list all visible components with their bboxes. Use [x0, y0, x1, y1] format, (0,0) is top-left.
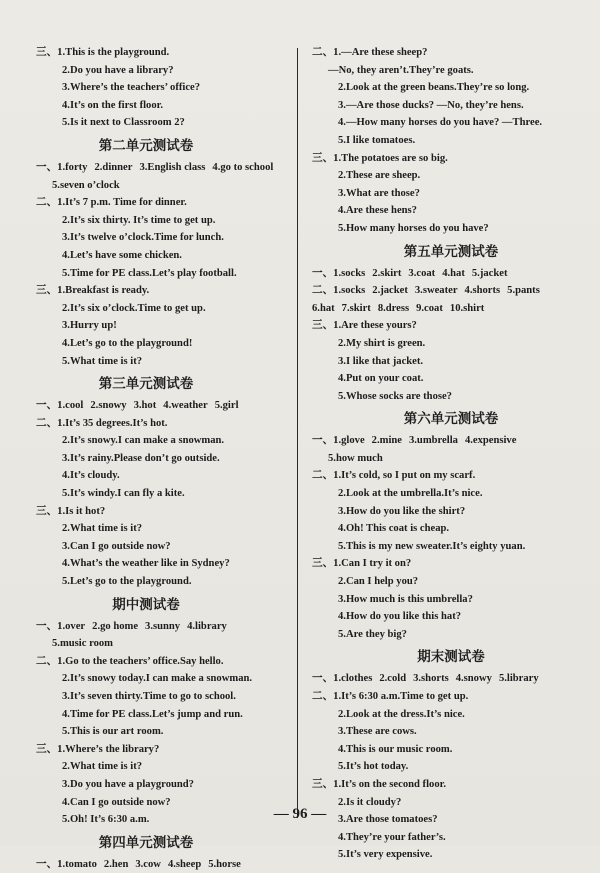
answer-line: 5.How many horses do you have? [338, 222, 489, 234]
answer-item: 一、1.glove [312, 435, 365, 447]
answer-item: 一、1.socks [312, 267, 366, 279]
answer-line: —No, they aren’t.They’re goats. [328, 64, 474, 76]
answer-row [312, 670, 570, 688]
answer-item: 6.hat [312, 302, 335, 314]
answer-item: 一、1.cool [36, 400, 84, 412]
answer-line: 4.How do you like this hat? [338, 611, 462, 623]
midterm-heading: 期中测试卷 [112, 596, 180, 613]
final-exam-heading: 期末测试卷 [417, 649, 485, 666]
answer-line: 5.seven o’clock [52, 179, 120, 191]
answer-line: 2.It’s six o’clock.Time to get up. [62, 302, 206, 314]
left-column [36, 44, 286, 873]
column-divider [297, 48, 298, 818]
answer-item: 4.expensive [464, 435, 517, 447]
answer-line: 4.Oh! This coat is cheap. [338, 523, 450, 535]
answer-line: 三、1.Is it hot? [36, 505, 106, 517]
answer-line: 2.Can I help you? [338, 576, 419, 588]
answer-line: 3.These are cows. [338, 726, 417, 738]
answer-item: 4.hat [442, 267, 465, 279]
answer-item: 4.snowy [455, 673, 492, 685]
answer-line: 三、1.Breakfast is ready. [36, 285, 150, 297]
answer-row [36, 397, 286, 415]
answer-line: 2.Look at the green beans.They’re so long. [338, 82, 530, 94]
answer-line: 5.This is our art room. [62, 726, 164, 738]
answer-line: 5.how much [328, 452, 383, 464]
answer-line: 5.Is it next to Classroom 2? [62, 117, 185, 129]
answer-line: 三、1.It’s on the second floor. [312, 778, 446, 790]
answer-line: 5.It’s hot today. [338, 761, 409, 773]
answer-item: 5.jacket [471, 267, 508, 279]
answer-item: 一、1.forty [36, 161, 88, 173]
answer-line: 5.Let’s go to the playground. [62, 576, 192, 588]
answer-line: 4.Are these hens? [338, 205, 417, 217]
answer-line: 二、1.It’s 6:30 a.m.Time to get up. [312, 691, 469, 702]
answer-item: 5.horse [208, 858, 241, 870]
answer-item: 2.snowy [90, 400, 127, 412]
answer-line: 3.—Are those ducks? —No, they’re hens. [338, 99, 524, 111]
answer-item: 8.dress [377, 302, 410, 314]
answer-line: 3.It’s twelve o’clock.Time for lunch. [62, 232, 224, 244]
page-number: — 96 — [273, 806, 327, 822]
answer-line: 三、1.Are these yours? [312, 320, 417, 332]
answer-row [312, 282, 570, 300]
answer-line: 二、1.It’s 35 degrees.It’s hot. [36, 417, 168, 429]
answer-line: 3.It’s rainy.Please don’t go outside. [62, 452, 220, 464]
answer-line: 2.It’s snowy.I can make a snowman. [62, 435, 225, 447]
answer-item: 2.dinner [94, 161, 133, 173]
answer-line: 3.Do you have a playground? [62, 778, 194, 790]
answer-item: 3.umbrella [408, 435, 458, 447]
right-column [312, 44, 570, 864]
answer-row [36, 159, 286, 177]
answer-item: 2.skirt [372, 267, 402, 279]
answer-line: 二、1.Go to the teachers’ office.Say hello. [36, 655, 224, 667]
answer-item: 4.library [187, 620, 227, 632]
answer-line: 三、1.Can I try it on? [312, 558, 412, 570]
answer-line: 2.My shirt is green. [338, 337, 426, 349]
answer-item: 一、1.tomato [36, 858, 97, 870]
answer-line: 三、1.The potatoes are so big. [312, 152, 448, 164]
answer-line: 5.It’s windy.I can fly a kite. [62, 488, 185, 500]
answer-item: 5.girl [214, 400, 239, 412]
answer-row [312, 300, 570, 318]
answer-line: 5.Are they big? [338, 628, 407, 640]
answer-line: 2.Look at the dress.It’s nice. [338, 708, 465, 720]
answer-line: 3.I like that jacket. [338, 355, 424, 367]
answer-line: 3.How much is this umbrella? [338, 593, 473, 605]
answer-line: 3.Are those tomatoes? [338, 814, 438, 826]
answer-line: 4.They’re your father’s. [338, 831, 446, 843]
answer-item: 7.skirt [341, 302, 371, 314]
answer-item: 4.weather [163, 400, 208, 412]
answer-item: 5.pants [507, 285, 540, 297]
answer-line: 二、1.It’s 7 p.m. Time for dinner. [36, 197, 187, 209]
answer-line: 4.Let’s have some chicken. [62, 249, 182, 261]
unit6-heading: 第六单元测试卷 [403, 411, 499, 428]
answer-line: 3.Hurry up! [62, 320, 117, 332]
answer-line: 5.What time is it? [62, 355, 143, 367]
answer-line: 二、1.—Are these sheep? [312, 47, 428, 58]
answer-item: 10.shirt [449, 302, 485, 314]
answer-line: 2.What time is it? [62, 761, 143, 773]
answer-item: 5.library [498, 673, 539, 685]
answer-line: 5.It’s very expensive. [338, 849, 433, 861]
answer-line: 3.How do you like the shirt? [338, 505, 466, 517]
unit5-heading: 第五单元测试卷 [403, 243, 499, 260]
answer-item: 2.mine [371, 435, 402, 447]
answer-row [36, 618, 286, 636]
answer-line: 三、1.This is the playground. [36, 47, 170, 58]
answer-line: 3.It’s seven thirty.Time to go to school. [62, 691, 236, 702]
answer-item: 2.jacket [372, 285, 408, 297]
answer-line: 2.Is it cloudy? [338, 796, 402, 808]
answer-item: 2.hen [103, 858, 129, 870]
answer-line: 5.music room [52, 638, 114, 650]
answer-item: 9.coat [416, 302, 443, 314]
answer-line: 2.What time is it? [62, 523, 143, 535]
answer-line: 4.—How many horses do you have? —Three. [338, 117, 543, 129]
answer-line: 4.It’s cloudy. [62, 470, 120, 482]
answer-item: 一、1.over [36, 620, 86, 632]
answer-item: 一、1.clothes [312, 673, 373, 685]
answer-line: 三、1.Where’s the library? [36, 743, 160, 755]
answer-line: 4.What’s the weather like in Sydney? [62, 558, 230, 570]
answer-line: 3.What are those? [338, 187, 420, 199]
answer-line: 3.Where’s the teachers’ office? [62, 82, 201, 94]
unit4-heading: 第四单元测试卷 [98, 834, 194, 851]
answer-line: 5.Time for PE class.Let’s play football. [62, 267, 237, 279]
answer-item: 2.go home [92, 620, 139, 632]
answer-item: 3.hot [133, 400, 157, 412]
answer-item: 4.sheep [167, 858, 202, 870]
answer-line: 4.Time for PE class.Let’s jump and run. [62, 708, 243, 720]
answer-line: 4.Can I go outside now? [62, 796, 171, 808]
answer-line: 2.Do you have a library? [62, 64, 174, 76]
answer-item: 3.sweater [414, 285, 458, 297]
answer-item: 3.shorts [413, 673, 449, 685]
answer-item: 二、1.socks [312, 285, 366, 297]
answer-line: 5.Oh! It’s 6:30 a.m. [62, 814, 150, 826]
answer-line: 5.Whose socks are those? [338, 390, 452, 402]
answer-line: 2.These are sheep. [338, 170, 421, 182]
answer-line: 3.Can I go outside now? [62, 540, 171, 552]
answer-item: 4.shorts [464, 285, 501, 297]
unit2-heading: 第二单元测试卷 [98, 137, 194, 154]
answer-row [312, 265, 570, 283]
answer-line: 4.This is our music room. [338, 743, 453, 755]
answer-line: 二、1.It’s cold, so I put on my scarf. [312, 470, 476, 482]
answer-item: 3.coat [408, 267, 436, 279]
answer-row [36, 856, 286, 873]
answer-line: 4.It’s on the first floor. [62, 99, 164, 111]
unit1-section3 [36, 44, 286, 132]
answer-row [312, 432, 570, 450]
answer-item: 3.sunny [145, 620, 181, 632]
unit3-heading: 第三单元测试卷 [98, 376, 194, 393]
answer-item: 3.cow [135, 858, 161, 870]
answer-item: 3.English class [139, 161, 206, 173]
answer-line: 5.This is my new sweater.It’s eighty yuan. [338, 540, 526, 552]
answer-line: 4.Let’s go to the playground! [62, 337, 193, 349]
answer-item: 2.cold [379, 673, 407, 685]
answer-line: 2.Look at the umbrella.It’s nice. [338, 488, 483, 500]
answer-line: 4.Put on your coat. [338, 373, 424, 385]
answer-line: 5.I like tomatoes. [338, 134, 416, 146]
answer-line: 2.It’s six thirty. It’s time to get up. [62, 214, 216, 226]
answer-line: 2.It’s snowy today.I can make a snowman. [62, 673, 253, 685]
answer-item: 4.go to school [212, 161, 274, 173]
